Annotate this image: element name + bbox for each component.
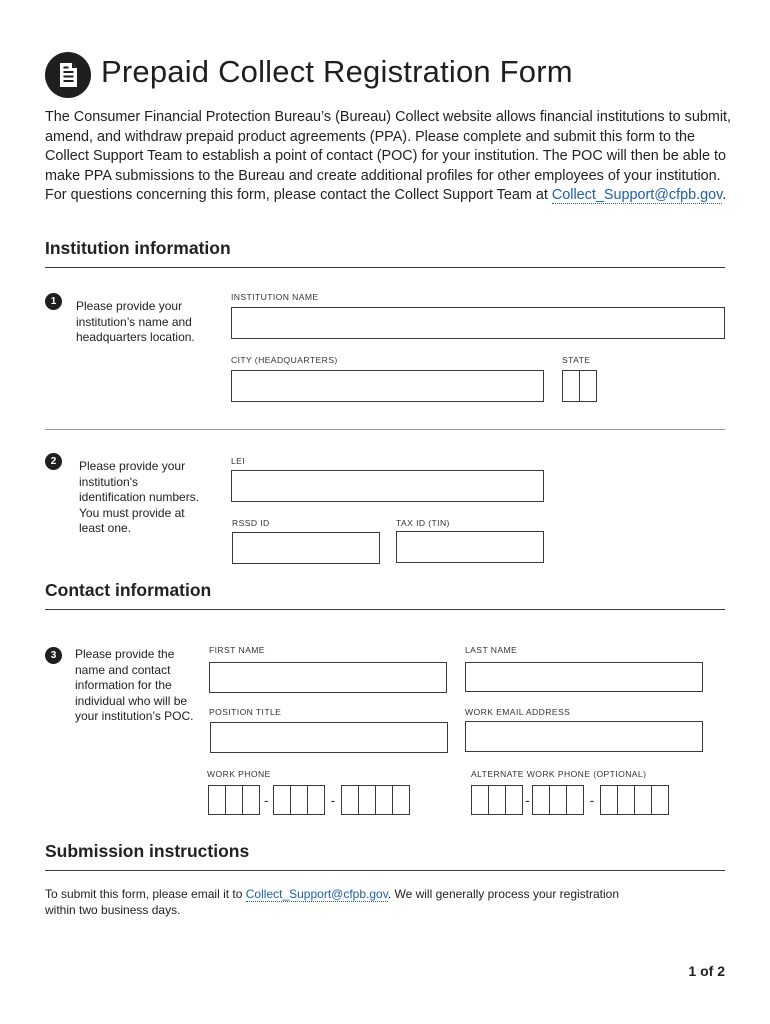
digit-box[interactable] (471, 785, 489, 815)
digit-box[interactable] (307, 785, 325, 815)
digit-box[interactable] (341, 785, 359, 815)
step-2-instructions: Please provide your institution's identification numbers. You must provide at least one. (79, 459, 200, 535)
digit-box[interactable] (208, 785, 226, 815)
rssd-input[interactable] (232, 532, 380, 564)
digit-box[interactable] (358, 785, 376, 815)
digit-box[interactable] (225, 785, 243, 815)
step-3-instructions: Please provide the name and contact information for the individual who will be your institution’s POC. (75, 647, 194, 723)
submission-text-before: To submit this form, please email it to (45, 887, 243, 901)
question-divider (45, 429, 725, 430)
institution-heading: Institution information (45, 238, 231, 258)
institution-name-input[interactable] (231, 307, 725, 339)
section-divider (45, 870, 725, 871)
phone-line-number[interactable] (341, 785, 410, 815)
position-title-input[interactable] (210, 722, 448, 753)
first-name-label: FIRST NAME (209, 645, 265, 655)
lei-label: LEI (231, 456, 246, 466)
phone-prefix[interactable] (273, 785, 325, 815)
phone-area-code[interactable] (208, 785, 260, 815)
last-name-input[interactable] (465, 662, 703, 692)
phone-area-code[interactable] (471, 785, 523, 815)
digit-box[interactable] (617, 785, 635, 815)
page-number: 1 of 2 (688, 963, 725, 979)
last-name-label: LAST NAME (465, 645, 518, 655)
phone-prefix[interactable] (532, 785, 584, 815)
state-char-box[interactable] (562, 370, 580, 402)
section-divider (45, 267, 725, 268)
tin-label: TAX ID (TIN) (396, 518, 450, 528)
page-title: Prepaid Collect Registration Form (101, 54, 573, 89)
contact-heading: Contact information (45, 580, 212, 600)
intro-paragraph (45, 108, 735, 206)
digit-box[interactable] (290, 785, 308, 815)
state-label: STATE (562, 355, 591, 365)
alt-phone-input[interactable] (471, 784, 669, 816)
digit-box[interactable] (532, 785, 550, 815)
work-email-input[interactable] (465, 721, 703, 752)
digit-box[interactable] (488, 785, 506, 815)
support-email-link[interactable]: Collect_Support@cfpb.gov (551, 187, 723, 203)
phone-dash: - (330, 792, 336, 808)
digit-box[interactable] (375, 785, 393, 815)
digit-box[interactable] (651, 785, 669, 815)
lei-input[interactable] (231, 470, 544, 502)
submission-heading: Submission instructions (45, 841, 250, 861)
digit-box[interactable] (242, 785, 260, 815)
state-char-box[interactable] (579, 370, 597, 402)
submission-paragraph (45, 886, 645, 918)
digit-box[interactable] (566, 785, 584, 815)
intro-end: . (722, 187, 727, 203)
step-1-instructions: Please provide your institution’s name and headquarters location. (76, 299, 195, 344)
state-input[interactable] (562, 370, 597, 402)
intro-text: The Consumer Financial Protection Bureau’s (Bureau) Collect website allows financial institutions to submit, amend, and withdraw prepaid product agreements (PPA). Please complete and submit this form to the Collect Support Team to establish a point of contact (POC) for your institution. The POC will then be able to make PPA submissions to the Bureau and create additional profiles for other employees of your institution. For questions concerning this form, please contact the Collect Support Team at (45, 109, 732, 203)
phone-dash: - (525, 792, 530, 808)
digit-box[interactable] (505, 785, 523, 815)
first-name-input[interactable] (209, 662, 447, 693)
work-email-label: WORK EMAIL ADDRESS (465, 707, 571, 717)
digit-box[interactable] (634, 785, 652, 815)
submission-text-after: . We will generally process your registration within two business days. (45, 887, 620, 917)
alt-phone-label: ALTERNATE WORK PHONE (OPTIONAL) (471, 769, 647, 779)
tin-input[interactable] (396, 531, 544, 563)
digit-box[interactable] (549, 785, 567, 815)
step-2-badge: 2 (45, 453, 62, 470)
phone-dash: - (589, 792, 595, 808)
digit-box[interactable] (273, 785, 291, 815)
phone-line-number[interactable] (600, 785, 669, 815)
institution-name-label: INSTITUTION NAME (231, 292, 319, 302)
step-1-badge: 1 (45, 293, 62, 310)
digit-box[interactable] (600, 785, 618, 815)
position-title-label: POSITION TITLE (209, 707, 282, 717)
step-3-badge: 3 (45, 647, 62, 664)
city-input[interactable] (231, 370, 544, 402)
work-phone-input[interactable] (208, 784, 410, 816)
submission-email-link[interactable]: Collect_Support@cfpb.gov (245, 887, 388, 901)
city-label: CITY (HEADQUARTERS) (231, 355, 338, 365)
digit-box[interactable] (392, 785, 410, 815)
section-divider (45, 609, 725, 610)
phone-dash: - (264, 792, 269, 808)
work-phone-label: WORK PHONE (207, 769, 271, 779)
rssd-label: RSSD ID (232, 518, 270, 528)
document-icon (45, 52, 91, 98)
